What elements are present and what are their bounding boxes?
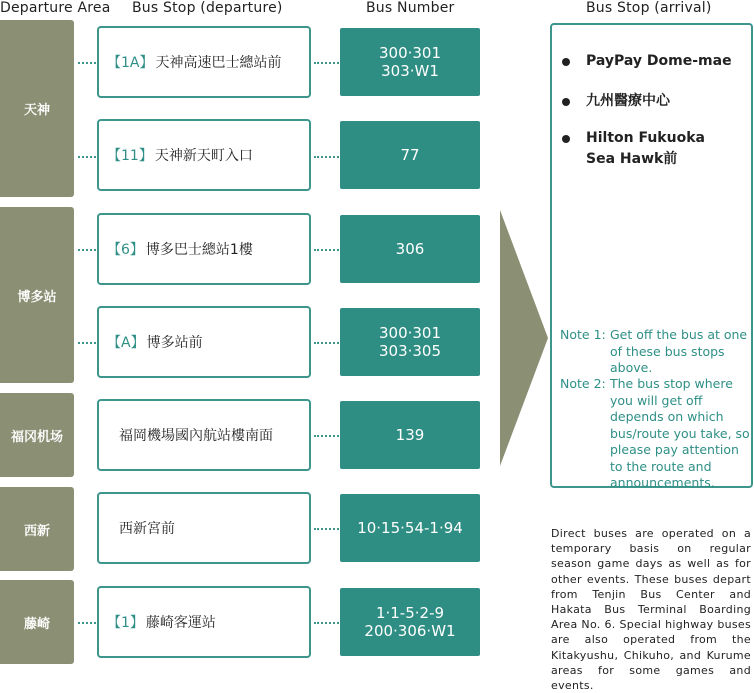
bus-number-box xyxy=(340,215,480,283)
connector-line xyxy=(314,435,339,437)
connector-line xyxy=(314,622,339,624)
bus-number-box xyxy=(340,308,480,376)
bus-number-box xyxy=(340,401,480,469)
area-nishijin: 西新 xyxy=(0,487,74,571)
arrival-stop-name: Hilton Fukuoka xyxy=(586,130,705,146)
stop-tenjin-highway-bus-terminal xyxy=(97,26,311,98)
stop-name: 博多站前 xyxy=(146,335,203,351)
arrival-stop-name: 九州醫療中心 xyxy=(586,93,670,109)
note-1 xyxy=(560,327,748,375)
bus-number: 300·301 xyxy=(378,324,442,342)
header-bus-number: Bus Number xyxy=(366,0,455,16)
note-label: Note 2: xyxy=(560,376,606,391)
stop-code: 【1】 xyxy=(107,615,144,631)
stop-code: 【1A】 xyxy=(107,55,154,71)
connector-line xyxy=(78,156,96,158)
bus-number-box xyxy=(340,588,480,656)
bus-number: 200·306·W1 xyxy=(364,622,456,640)
bus-number: 139 xyxy=(395,426,425,444)
note-text: Get off the bus at one of these bus stops above. xyxy=(610,327,748,375)
header-bus-stop-arrival: Bus Stop (arrival) xyxy=(586,0,712,16)
stop-name: 天神高速巴士總站前 xyxy=(155,55,282,71)
bus-number: 300·301 xyxy=(378,44,442,62)
connector-line xyxy=(78,62,96,64)
area-hakata: 博多站 xyxy=(0,207,74,383)
header-departure-area: Departure Area xyxy=(0,0,111,16)
bullet-icon xyxy=(562,58,570,66)
arrival-stop-name-continued: Sea Hawk前 xyxy=(586,151,678,167)
stop-name: 藤崎客運站 xyxy=(145,615,216,631)
stop-tenjin-shintencho xyxy=(97,119,311,191)
note-label: Note 1: xyxy=(560,327,606,342)
arrival-panel xyxy=(550,23,753,488)
bus-number: 77 xyxy=(400,146,420,164)
stop-fukuoka-airport-domestic xyxy=(97,399,311,471)
stop-hakata-bus-terminal xyxy=(97,213,311,285)
stop-name: 天神新天町入口 xyxy=(154,148,253,164)
arrival-stop-item xyxy=(586,91,670,112)
stop-code: 【6】 xyxy=(107,242,144,258)
stop-nishijin-miyamae xyxy=(97,492,311,564)
bus-number-box xyxy=(340,494,480,562)
header-bus-stop-departure: Bus Stop (departure) xyxy=(132,0,283,16)
arrival-stop-name: PayPay Dome-mae xyxy=(586,53,732,69)
bus-number: 303·W1 xyxy=(381,62,439,80)
arrival-stop-item xyxy=(586,51,732,72)
bus-number: 306 xyxy=(395,240,425,258)
bus-number: 1·1-5·2-9 xyxy=(375,604,445,622)
bullet-icon xyxy=(562,98,570,106)
stop-hakata-station xyxy=(97,306,311,378)
stop-name: 福岡機場國內航站樓南面 xyxy=(119,428,273,444)
connector-line xyxy=(314,156,339,158)
note-text: The bus stop where you will get off depends on which bus/route you take, so please pay attention to the route and announcements. xyxy=(610,376,750,490)
connector-line xyxy=(78,249,96,251)
arrival-stop-item xyxy=(586,128,705,170)
bullet-icon xyxy=(562,135,570,143)
connector-line xyxy=(78,622,96,624)
stop-code: 【A】 xyxy=(107,335,145,351)
area-tenjin: 天神 xyxy=(0,20,74,197)
bus-number-box xyxy=(340,121,480,189)
right-arrow-icon xyxy=(500,210,548,466)
stop-code: 【11】 xyxy=(107,148,153,164)
connector-line xyxy=(78,342,96,344)
direct-bus-info: Direct buses are operated on a temporary basis on regular season game days as well as for other events. These buses depart from Tenjin Bus Center and Hakata Bus Terminal Boarding Area No. 6. Special highway buses are also operated from the Kitakyushu, Chikuho, and Kurume areas for some games and events. xyxy=(551,527,751,693)
connector-line xyxy=(314,249,339,251)
note-2 xyxy=(560,376,750,490)
connector-line xyxy=(314,342,339,344)
connector-line xyxy=(314,528,339,530)
connector-line xyxy=(314,62,339,64)
bus-number: 10·15·54-1·94 xyxy=(357,519,463,537)
area-fujisaki: 藤崎 xyxy=(0,580,74,664)
area-airport: 福冈机场 xyxy=(0,393,74,477)
bus-number-box xyxy=(340,28,480,96)
stop-name: 博多巴士總站1樓 xyxy=(145,242,253,258)
stop-fujisaki-bus-terminal xyxy=(97,586,311,658)
stop-name: 西新宮前 xyxy=(119,521,175,537)
bus-number: 303·305 xyxy=(378,342,442,360)
